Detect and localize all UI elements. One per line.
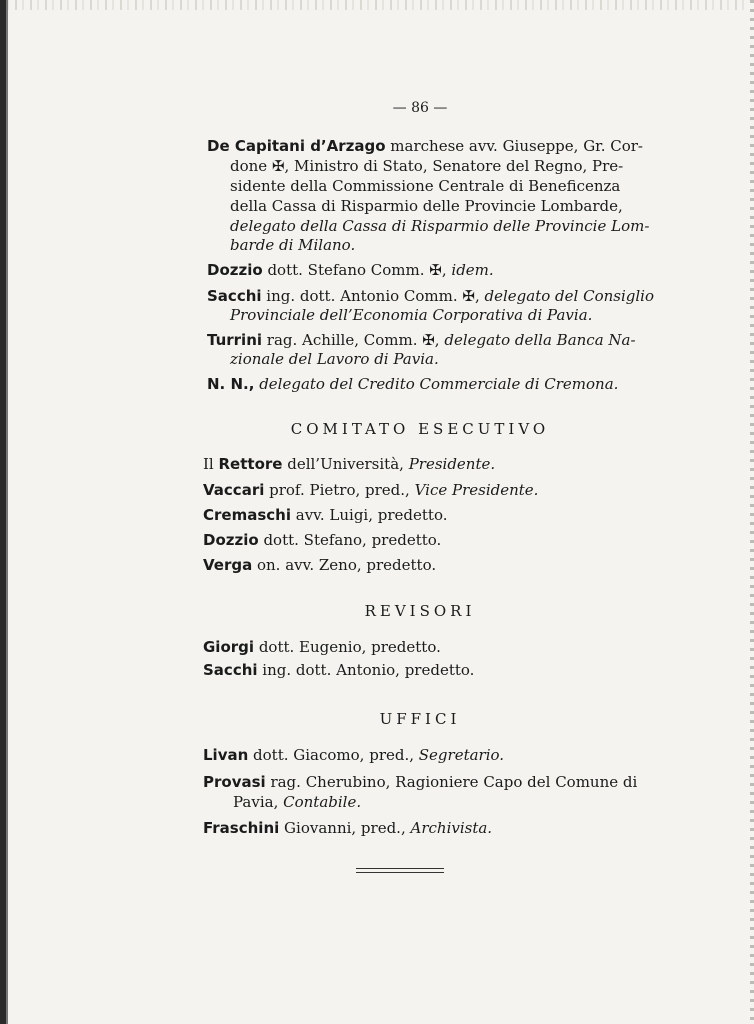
entry-role: barde di Milano. bbox=[230, 236, 356, 254]
entry-provasi bbox=[203, 772, 637, 792]
person-name: Fraschini bbox=[203, 819, 280, 837]
section-heading-executive: COMITATO ESECUTIVO bbox=[290, 420, 550, 438]
entry-nn bbox=[207, 374, 618, 394]
person-name: Turrini bbox=[207, 331, 263, 349]
person-name: Rettore bbox=[218, 455, 283, 473]
entry-role: delegato del Consiglio bbox=[484, 287, 654, 305]
entry-text: avv. Luigi, predetto. bbox=[290, 506, 448, 524]
entry-text: ing. dott. Antonio Comm. ✠, bbox=[261, 287, 485, 305]
entry-text: marchese avv. Giuseppe, Gr. Cor- bbox=[385, 137, 643, 155]
section-heading-auditors: REVISORI bbox=[364, 602, 476, 620]
entry-dozzio-exec bbox=[203, 530, 441, 550]
entry-role: Archivista. bbox=[410, 819, 493, 837]
entry-continuation bbox=[230, 216, 649, 236]
person-name: Dozzio bbox=[203, 531, 259, 549]
entry-role: Segretario. bbox=[418, 746, 505, 764]
entry-text: Giovanni, pred., bbox=[279, 819, 411, 837]
person-name: De Capitani d’Arzago bbox=[207, 137, 386, 155]
entry-role: zionale del Lavoro di Pavia. bbox=[230, 350, 439, 368]
entry-text: on. avv. Zeno, predetto. bbox=[252, 556, 437, 574]
entry-text: rag. Achille, Comm. ✠, bbox=[262, 331, 445, 349]
entry-continuation bbox=[230, 176, 620, 196]
page-top-edge bbox=[0, 0, 754, 10]
entry-text: Pavia, bbox=[233, 793, 284, 811]
entry-dozzio bbox=[207, 260, 494, 280]
entry-role: Contabile. bbox=[283, 793, 362, 811]
entry-continuation bbox=[230, 305, 592, 325]
entry-text: della Cassa di Risparmio delle Provincie Lombarde, bbox=[230, 197, 623, 215]
person-name: N. N., bbox=[207, 375, 255, 393]
entry-continuation bbox=[230, 156, 623, 176]
entry-text: Il bbox=[203, 455, 219, 473]
entry-text: dott. Giacomo, pred., bbox=[248, 746, 419, 764]
entry-continuation bbox=[233, 792, 361, 812]
entry-livan bbox=[203, 745, 504, 765]
person-name: Provasi bbox=[203, 773, 266, 791]
entry-role: delegato della Cassa di Risparmio delle Provincie Lom- bbox=[230, 217, 650, 235]
person-name: Verga bbox=[203, 556, 253, 574]
binding-line bbox=[6, 0, 8, 1024]
entry-turrini bbox=[207, 330, 636, 350]
entry-giorgi bbox=[203, 637, 441, 657]
entry-de-capitani bbox=[207, 136, 643, 156]
entry-continuation bbox=[230, 349, 439, 369]
entry-role: delegato del Credito Commerciale di Cremona. bbox=[254, 375, 619, 393]
section-heading-offices: UFFICI bbox=[379, 710, 461, 728]
page-number: — 86 — bbox=[392, 100, 448, 116]
person-name: Cremaschi bbox=[203, 506, 291, 524]
entry-text: done ✠, Ministro di Stato, Senatore del Regno, Pre- bbox=[230, 157, 624, 175]
entry-text: sidente della Commissione Centrale di Beneficenza bbox=[230, 177, 621, 195]
entry-role: idem. bbox=[451, 261, 494, 279]
entry-text: dott. Stefano Comm. ✠, bbox=[262, 261, 452, 279]
entry-continuation bbox=[230, 196, 623, 216]
entry-continuation bbox=[230, 235, 355, 255]
entry-cremaschi bbox=[203, 505, 447, 525]
entry-role: delegato della Banca Na- bbox=[444, 331, 636, 349]
entry-text: dott. Stefano, predetto. bbox=[258, 531, 442, 549]
entry-verga bbox=[203, 555, 436, 575]
page-right-edge bbox=[750, 0, 754, 1024]
entry-text: ing. dott. Antonio, predetto. bbox=[257, 661, 475, 679]
person-name: Sacchi bbox=[203, 661, 258, 679]
entry-sacchi-rev bbox=[203, 660, 474, 680]
entry-rettore bbox=[203, 454, 495, 474]
person-name: Dozzio bbox=[207, 261, 263, 279]
person-name: Vaccari bbox=[203, 481, 265, 499]
person-name: Sacchi bbox=[207, 287, 262, 305]
entry-sacchi bbox=[207, 286, 654, 306]
person-name: Livan bbox=[203, 746, 249, 764]
entry-text: dell’Università, bbox=[282, 455, 409, 473]
entry-text: rag. Cherubino, Ragioniere Capo del Comune di bbox=[265, 773, 638, 791]
entry-fraschini bbox=[203, 818, 492, 838]
closing-rule bbox=[356, 868, 444, 873]
person-name: Giorgi bbox=[203, 638, 255, 656]
entry-role: Provinciale dell’Economia Corporativa di Pavia. bbox=[230, 306, 593, 324]
entry-role: Presidente. bbox=[408, 455, 496, 473]
entry-vaccari bbox=[203, 480, 538, 500]
entry-text: dott. Eugenio, predetto. bbox=[254, 638, 441, 656]
entry-role: Vice Presidente. bbox=[414, 481, 539, 499]
entry-text: prof. Pietro, pred., bbox=[264, 481, 415, 499]
